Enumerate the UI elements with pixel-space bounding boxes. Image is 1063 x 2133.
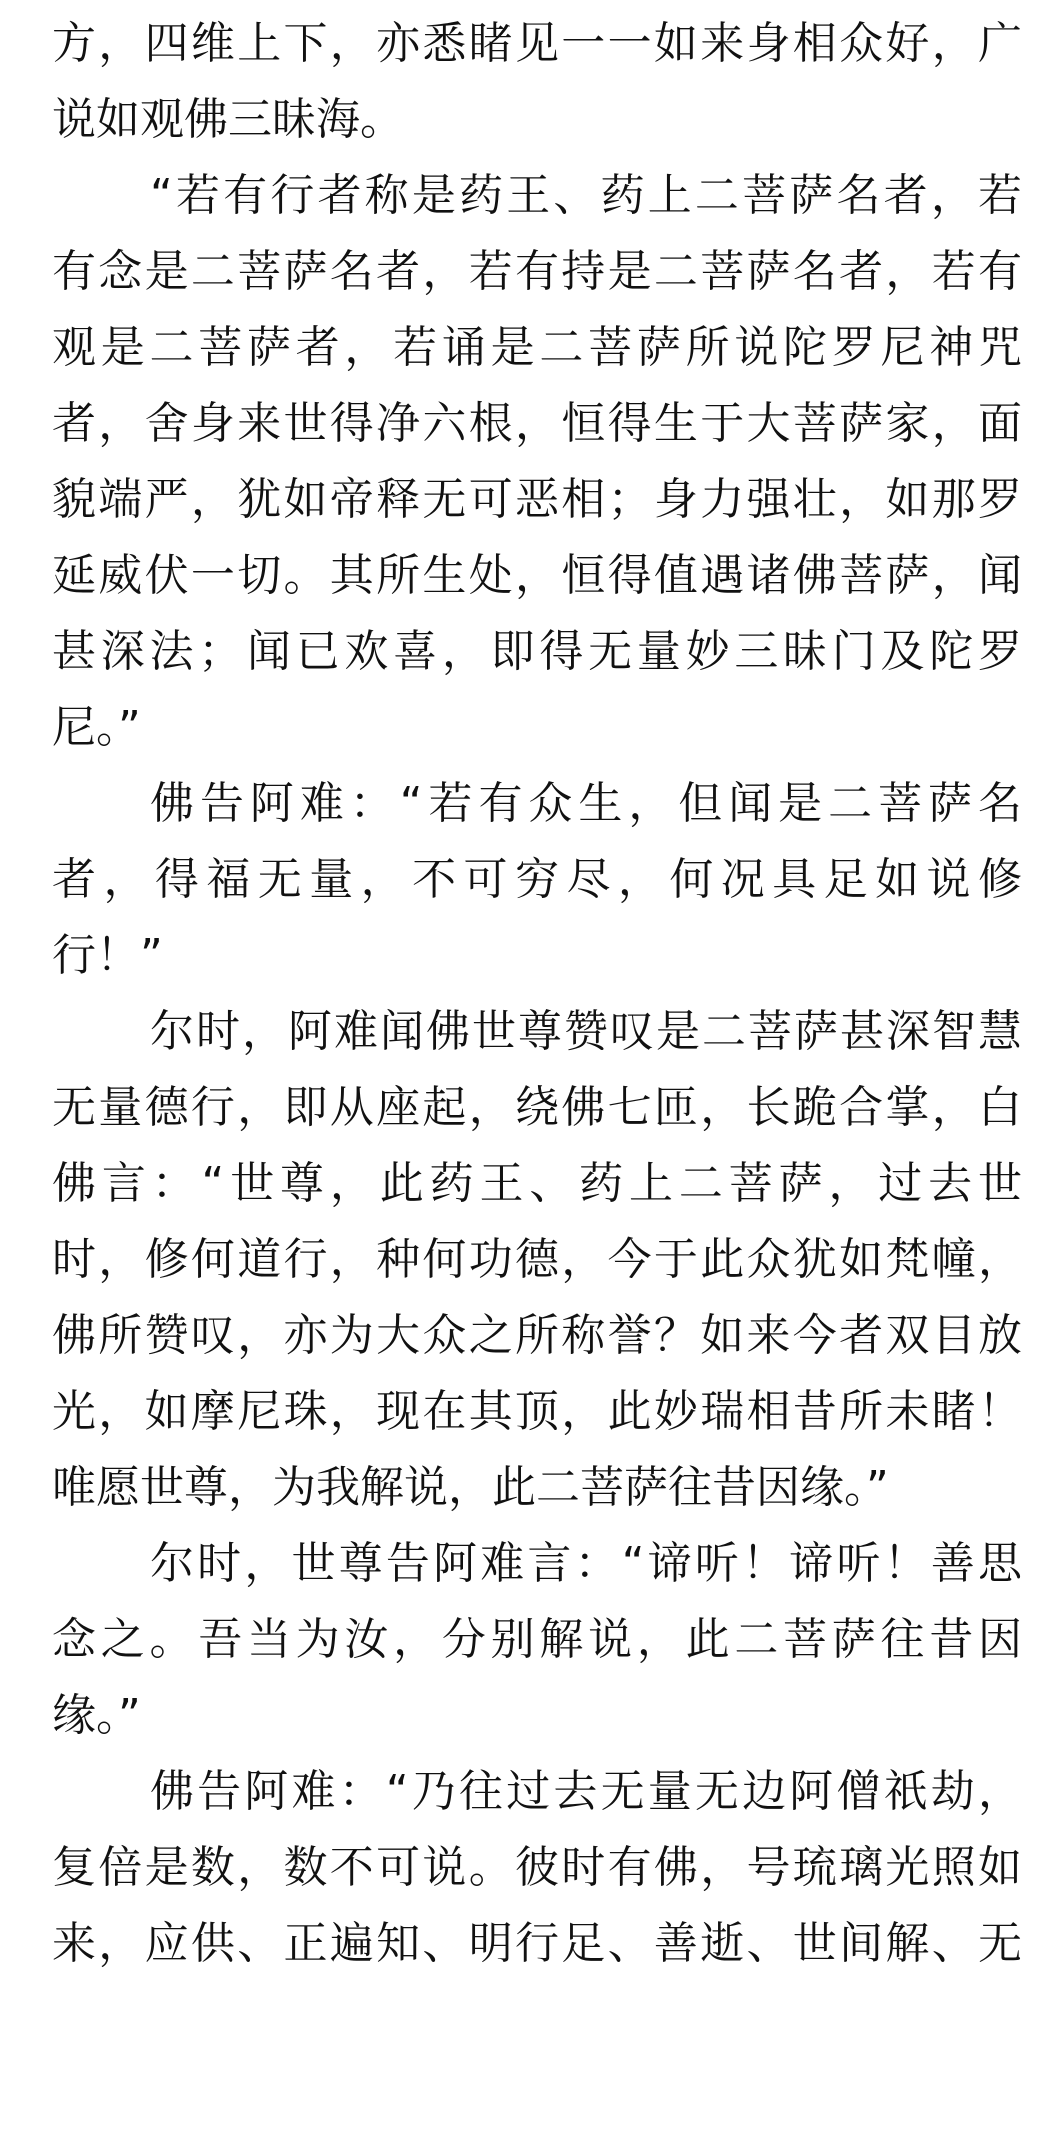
text-line: “若有行者称是药王、药上二菩萨名者，若: [150, 170, 1022, 221]
text-line: 甚深法；闻已欢喜，即得无量妙三昧门及陀罗: [52, 626, 1022, 677]
text-line: 尔时，阿难闻佛世尊赞叹是二菩萨甚深智慧: [150, 1006, 1022, 1057]
text-line: 有念是二菩萨名者，若有持是二菩萨名者，若有: [52, 246, 1022, 297]
text-line: 貌端严，犹如帝释无可恶相；身力强壮，如那罗: [52, 474, 1022, 525]
text-line: 方，四维上下，亦悉睹见一一如来身相众好，广: [52, 18, 1022, 69]
text-line: 尔时，世尊告阿难言：“谛听！谛听！善思: [150, 1538, 1022, 1589]
text-line: 光，如摩尼珠，现在其顶，此妙瑞相昔所未睹！: [52, 1386, 1022, 1437]
text-line: 尼。”: [52, 702, 141, 753]
text-line: 复倍是数，数不可说。彼时有佛，号琉璃光照如: [52, 1842, 1022, 1893]
text-line: 佛言：“世尊，此药王、药上二菩萨，过去世: [52, 1158, 1022, 1209]
text-line: 时，修何道行，种何功德，今于此众犹如梵幢，: [52, 1234, 1022, 1285]
text-line: 延威伏一切。其所生处，恒得值遇诸佛菩萨，闻: [52, 550, 1022, 601]
text-line: 唯愿世尊，为我解说，此二菩萨往昔因缘。”: [52, 1462, 889, 1513]
text-line: 者，舍身来世得净六根，恒得生于大菩萨家，面: [52, 398, 1022, 449]
text-line: 无量德行，即从座起，绕佛七匝，长跪合掌，白: [52, 1082, 1022, 1133]
text-line: 佛告阿难：“若有众生，但闻是二菩萨名: [150, 778, 1022, 829]
text-line: 念之。吾当为汝，分别解说，此二菩萨往昔因: [52, 1614, 1022, 1665]
text-line: 缘。”: [52, 1690, 141, 1741]
text-line: 观是二菩萨者，若诵是二菩萨所说陀罗尼神咒: [52, 322, 1022, 373]
text-line: 佛所赞叹，亦为大众之所称誉？如来今者双目放: [52, 1310, 1022, 1361]
text-line: 者，得福无量，不可穷尽，何况具足如说修: [52, 854, 1022, 905]
text-line: 行！”: [52, 930, 163, 981]
text-line: 来，应供、正遍知、明行足、善逝、世间解、无: [52, 1918, 1022, 1969]
text-line: 佛告阿难：“乃往过去无量无边阿僧祇劫，: [150, 1766, 1022, 1817]
text-line: 说如观佛三昧海。: [52, 94, 404, 145]
